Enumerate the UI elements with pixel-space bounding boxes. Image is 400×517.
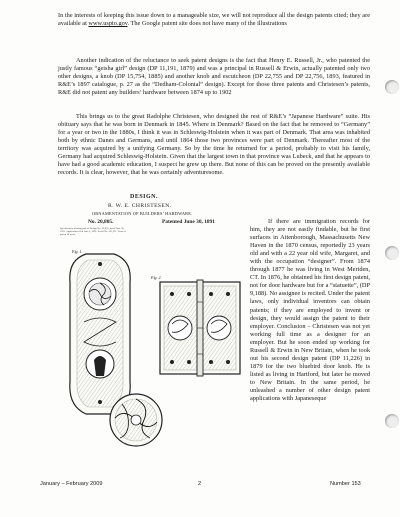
binder-hole-top bbox=[385, 80, 399, 94]
footer-issue-number: Number 153 bbox=[330, 481, 361, 487]
binder-hole-middle bbox=[385, 246, 399, 260]
intro-text: In the interests of keeping this issue down to a manageable size, we will not reproduce all the design patents cited; they are available at bbox=[58, 12, 370, 28]
patent-number: No. 20,805. bbox=[88, 219, 114, 225]
paragraph-christesen: This brings us to the great Radolphe Christesen, who designed the rest of R&E’s “Japanese Hardware” suite. His obituary says that he was born in Denmark in 1845. Where in Denmark? Based on the fact that he removed to “Germany” for a year or two in the 1880s, I think it was in Schleswig-Holstein when it was part of Denmark. That area was inhabited both by ethnic Danes and Germans, and until 1864 those two provinces were part of Denmark. Thereafter most of the territory was acquired by a unifying Germany. So by the time he returned for a period, probably to visit his family, Germany had acquired Schleswig-Holstein. Given that the largest town in that province was Lubeck, and that he appears to have had a good academic education, I suspect he grew up there. But none of this can be proved on the presently available records. It is clear, however, that he was certainly adventuresome. bbox=[58, 113, 370, 177]
intro-text-end: . The Google patent site does not have many of the illustrations bbox=[127, 20, 287, 28]
footer-page-number: 2 bbox=[198, 481, 202, 487]
hinge-plate-drawing bbox=[160, 280, 240, 376]
paragraph-immigration: If there are immigration records for him, they are not easily findable, but he first surfaces in Attenborough, Massachusetts New Haven in the 1870 census, reportedly 23 years old and with a 22 year old wife, Margaret, and with the occupation “designer”. From 1874 through 1877 he was living in West Meriden, CT. In 1876, he obtained his first design patent, not for door hardware but for a “statuette”, (DP 9,188). No assignee is recited. Under the patent laws, only individual inventors can obtain patents; if they are employed to invent or design, they would assign the patent to their employer. Conclusion – Christesen was not yet working full time as a designer for an employer. But he soon ended up working for Russell & Erwin in New Britain, when he took out his second design patent (DP 11,226) in 1879 for the two bluebird door knob. He is listed as living in Hartford, but later he moved to New Britain. In the same period, he unleashed a number of other design patent applications with Japaneseque bbox=[250, 218, 370, 403]
fig2-label: Fig. 2. bbox=[151, 275, 162, 280]
patent-date: Patented June 30, 1891 bbox=[162, 219, 216, 225]
paragraph-intro bbox=[58, 12, 370, 28]
knob-rosette-drawing bbox=[110, 394, 162, 446]
uspto-link[interactable]: www.uspto.gov bbox=[88, 20, 128, 28]
fig1-label: Fig. 1. bbox=[72, 249, 83, 254]
patent-small-text: Specification forming part of Design No. 20,805, dated June 30, 1891. Application filed June 4, 1891. Serial No. 395,311. Term of patent 14 years. bbox=[60, 227, 126, 237]
binder-hole-bottom bbox=[385, 414, 399, 428]
patent-heading: DESIGN. bbox=[130, 194, 159, 200]
patent-subject: ORNAMENTATION OF BUILDERS’ HARDWARE. bbox=[92, 211, 193, 216]
patent-drawings bbox=[58, 192, 246, 454]
patent-inventor: R. W. E. CHRISTESEN. bbox=[108, 203, 172, 209]
footer-issue-date: January – February 2009 bbox=[40, 481, 103, 487]
escutcheon-plate-drawing bbox=[70, 254, 130, 414]
paragraph-russell: Another indication of the reluctance to seek patent designs is the fact that Henry E. Russell, Jr., who patented the justly famous “geisha girl” design (DP 11,191, 1879) and was a principal in Russell & Erwin, actually patented only two other designs, a knob (DP 15,754, 1885) and another knob and escutcheon (DP 22,755 and DP 22,756, 1893, featured in R&E’s 1897 catalogue, p. 27 as the “Dedham-Colonial” design). Except for those three patents and Christesen’s patents, R&E did not patent any builders’ hardware between 1874 up to 1902 bbox=[58, 57, 370, 97]
patent-illustration bbox=[58, 192, 246, 454]
